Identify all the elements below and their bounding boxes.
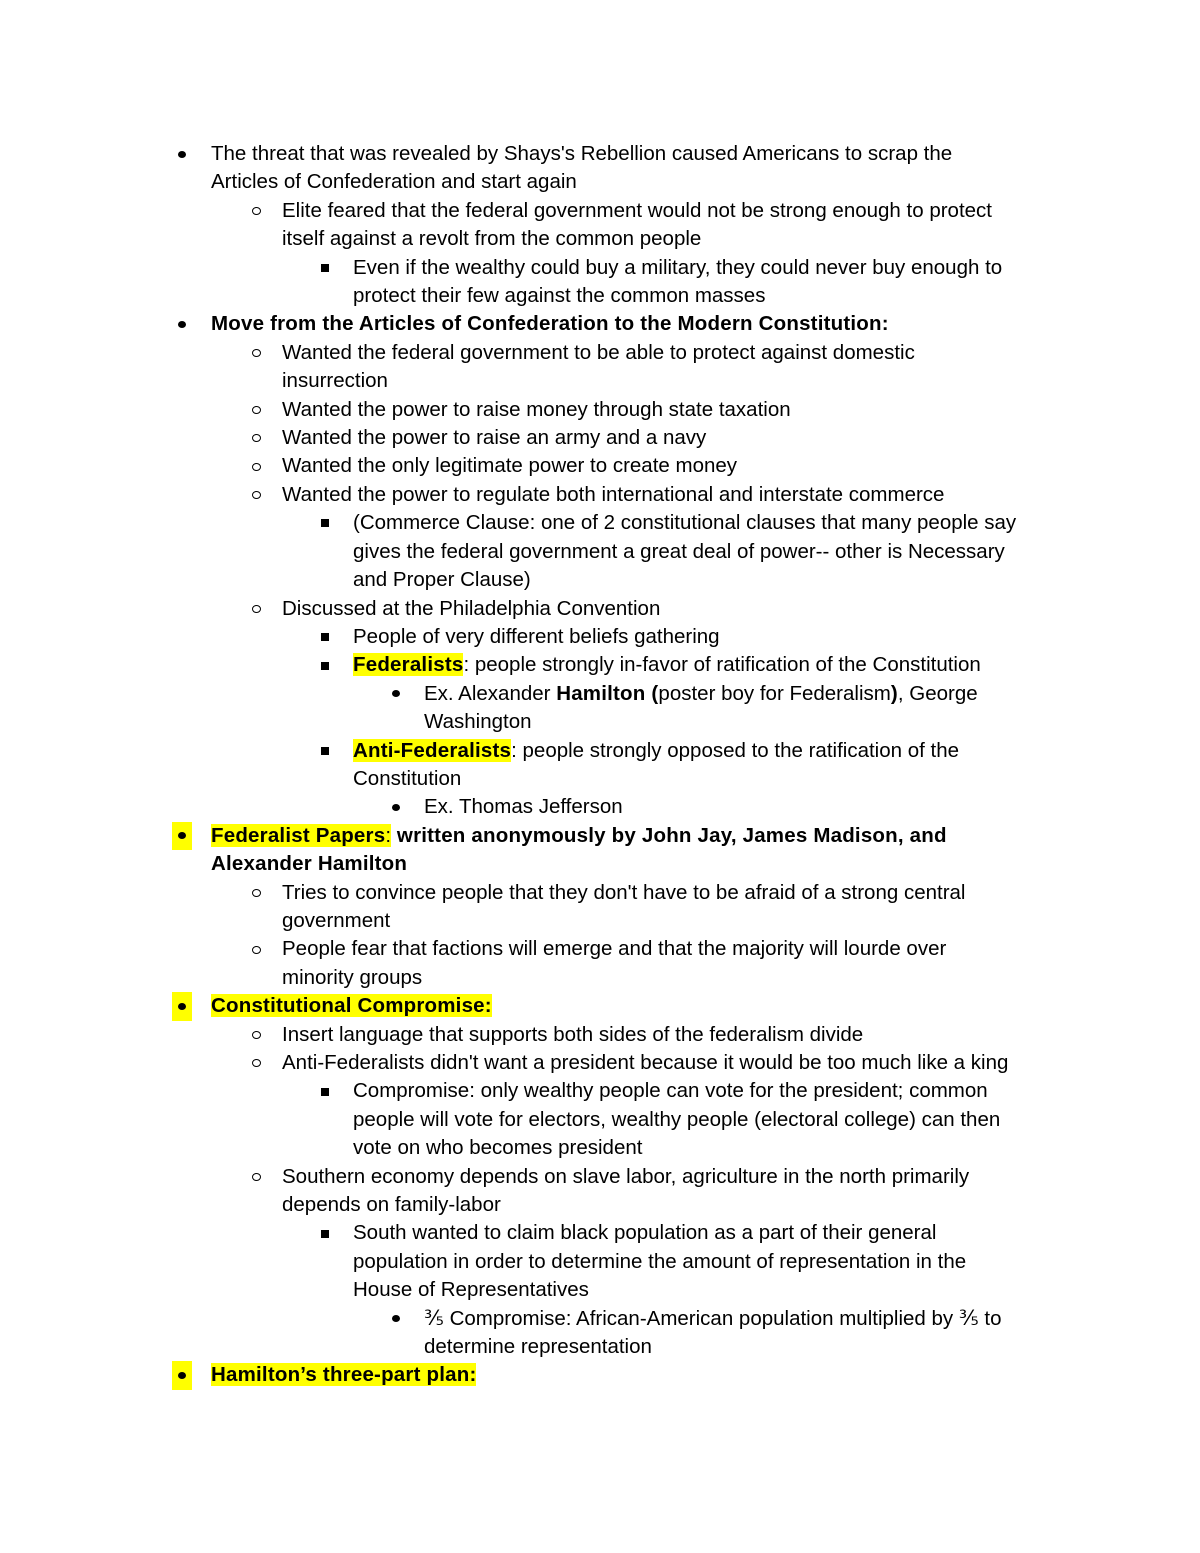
bold-text: written anonymously by John Jay, James Madison, and [391,823,947,847]
bullet-item [0,595,1200,623]
bullet-circle-icon [246,595,266,623]
text-run: South wanted to claim black population as a part of their general [353,1221,937,1245]
bullet-line [0,140,1200,168]
bullet-circle-icon [246,197,266,225]
bullet-disc-icon [386,1305,406,1333]
text-run: Ex. Alexander [424,681,557,705]
text-run: poster boy for Federalism [658,681,891,705]
bullet-line [0,1305,1200,1333]
bullet-item [0,140,1200,197]
bullet-line [0,310,1200,338]
highlighted-text: Federalists [353,653,464,677]
text-run: Washington [424,710,532,734]
bullet-line [0,1276,1200,1304]
bullet-line [0,623,1200,651]
bold-text: ) [890,681,898,705]
bullet-line [0,481,1200,509]
notes-document [0,140,1200,1390]
bold-text: Hamilton ( [556,681,659,705]
text-run: Tries to convince people that they don't have to be afraid of a strong central [282,880,966,904]
bullet-disc-icon [386,793,406,821]
bullet-circle-icon [246,424,266,452]
text-run: and Proper Clause) [353,568,531,592]
bullet-item [0,396,1200,424]
text-run: Ex. Thomas Jefferson [424,795,623,819]
bullet-item [0,1163,1200,1220]
text-run: Anti-Federalists didn't want a president because it would be too much like a king [282,1051,1009,1074]
text-run: Even if the wealthy could buy a military, they could never buy enough to [353,255,1003,279]
bullet-item [0,651,1200,679]
bullet-item [0,452,1200,480]
bullet-circle-icon [246,481,266,509]
bullet-circle-icon [246,879,266,907]
bullet-line [0,1248,1200,1276]
bullet-line [0,992,1200,1020]
bullet-disc-icon [386,680,406,708]
bullet-item [0,822,1200,879]
bullet-line [0,737,1200,765]
highlighted-text: Anti-Federalists [353,738,512,762]
text-run: : people strongly in-favor of ratification of the Constitution [463,653,981,677]
bullet-line [0,793,1200,821]
text-run: Elite feared that the federal government would not be strong enough to protect [282,198,992,222]
text-run: People of very different beliefs gathering [353,624,720,648]
bullet-line [0,907,1200,935]
bullet-item [0,793,1200,821]
bullet-line [0,225,1200,253]
text-run: population in order to determine the amount of representation in the [353,1249,967,1273]
text-run: People fear that factions will emerge and that the majority will lourde over [282,937,947,961]
text-run: Constitution [353,766,462,790]
bullet-line [0,1077,1200,1105]
bullet-square-icon [315,1219,335,1247]
bullet-circle-icon [246,1049,266,1077]
bold-text: Move from the Articles of Confederation to the Modern Constitution: [211,312,889,336]
bold-text: Alexander Hamilton [211,852,408,876]
bullet-line [0,282,1200,310]
bullet-item [0,1049,1200,1077]
text-run: Wanted the only legitimate power to create money [282,454,738,478]
bullet-square-icon [315,509,335,537]
highlighted-text: Federalist Papers [211,823,386,847]
bullet-line [0,1021,1200,1049]
text-run: Articles of Confederation and start again [211,170,577,194]
bullet-line [0,850,1200,878]
bullet-disc-icon [172,310,192,338]
text-run: , George [897,681,978,705]
text-run: itself against a revolt from the common people [282,227,702,251]
bullet-line [0,509,1200,537]
bullet-disc-icon [172,1361,192,1389]
text-run: Discussed at the Philadelphia Convention [282,596,661,620]
text-run: Insert language that supports both sides of the federalism divide [282,1022,864,1046]
bullet-item [0,1305,1200,1362]
bullet-square-icon [315,651,335,679]
text-run: Wanted the power to raise an army and a navy [282,426,707,450]
bullet-item [0,254,1200,311]
bullet-circle-icon [246,1021,266,1049]
bullet-line [0,538,1200,566]
bullet-circle-icon [246,1163,266,1191]
bullet-line [0,1219,1200,1247]
text-run: (Commerce Clause: one of 2 constitutional clauses that many people say [353,511,1017,535]
bullet-line [0,1106,1200,1134]
bullet-item [0,737,1200,794]
text-run: ⅗ Compromise: African-American population multiplied by ⅗ to [424,1306,1002,1330]
bullet-circle-icon [246,935,266,963]
bullet-item [0,339,1200,396]
text-run: insurrection [282,369,388,393]
text-run: gives the federal government a great deal of power-- other is Necessary [353,539,1005,563]
bullet-item [0,935,1200,992]
bullet-disc-icon [172,992,192,1020]
bullet-line [0,1134,1200,1162]
text-run: people will vote for electors, wealthy people (electoral college) can then [353,1107,1001,1131]
bullet-line [0,254,1200,282]
text-run: vote on who becomes president [353,1136,643,1160]
bullet-circle-icon [246,452,266,480]
bullet-line [0,680,1200,708]
bullet-disc-icon [172,822,192,850]
text-run: minority groups [282,965,423,989]
bullet-circle-icon [246,396,266,424]
bullet-item [0,1219,1200,1304]
bullet-item [0,1361,1200,1389]
bullet-item [0,509,1200,594]
bullet-circle-icon [246,339,266,367]
bullet-line [0,396,1200,424]
bullet-line [0,822,1200,850]
bullet-item [0,1021,1200,1049]
highlighted-text: Constitutional Compromise: [211,994,492,1018]
bullet-line [0,765,1200,793]
bullet-square-icon [315,1077,335,1105]
bullet-line [0,651,1200,679]
bullet-line [0,935,1200,963]
bullet-item [0,481,1200,509]
highlighted-text: Hamilton’s three-part plan: [211,1363,477,1387]
bullet-item [0,197,1200,254]
bullet-item [0,1077,1200,1162]
bullet-item [0,424,1200,452]
bullet-line [0,168,1200,196]
bullet-line [0,964,1200,992]
bullet-line [0,1191,1200,1219]
text-run: government [282,908,391,932]
text-run: Compromise: only wealthy people can vote for the president; common [353,1079,988,1103]
bullet-line [0,1361,1200,1389]
bullet-item [0,879,1200,936]
text-run: The threat that was revealed by Shays's Rebellion caused Americans to scrap the [211,142,953,165]
bullet-line [0,197,1200,225]
text-run: House of Representatives [353,1278,589,1302]
bullet-line [0,595,1200,623]
text-run: depends on family-labor [282,1193,501,1217]
bullet-item [0,310,1200,338]
bullet-item [0,680,1200,737]
highlighted-text: : [385,823,392,847]
bullet-line [0,1049,1200,1077]
text-run: protect their few against the common masses [353,284,766,308]
bullet-disc-icon [172,140,192,168]
bullet-line [0,367,1200,395]
bullet-item [0,623,1200,651]
bullet-item [0,992,1200,1020]
text-run: Southern economy depends on slave labor, agriculture in the north primarily [282,1164,970,1188]
bullet-line [0,708,1200,736]
text-run: Wanted the power to regulate both international and interstate commerce [282,482,945,506]
text-run: determine representation [424,1335,652,1359]
bullet-square-icon [315,623,335,651]
bullet-line [0,1333,1200,1361]
bullet-line [0,566,1200,594]
bullet-line [0,879,1200,907]
bullet-square-icon [315,254,335,282]
bullet-line [0,452,1200,480]
bullet-line [0,1163,1200,1191]
text-run: Wanted the federal government to be able to protect against domestic [282,340,915,364]
text-run: Wanted the power to raise money through state taxation [282,397,791,421]
bullet-line [0,424,1200,452]
bullet-square-icon [315,737,335,765]
text-run: : people strongly opposed to the ratification of the [511,738,960,762]
bullet-line [0,339,1200,367]
